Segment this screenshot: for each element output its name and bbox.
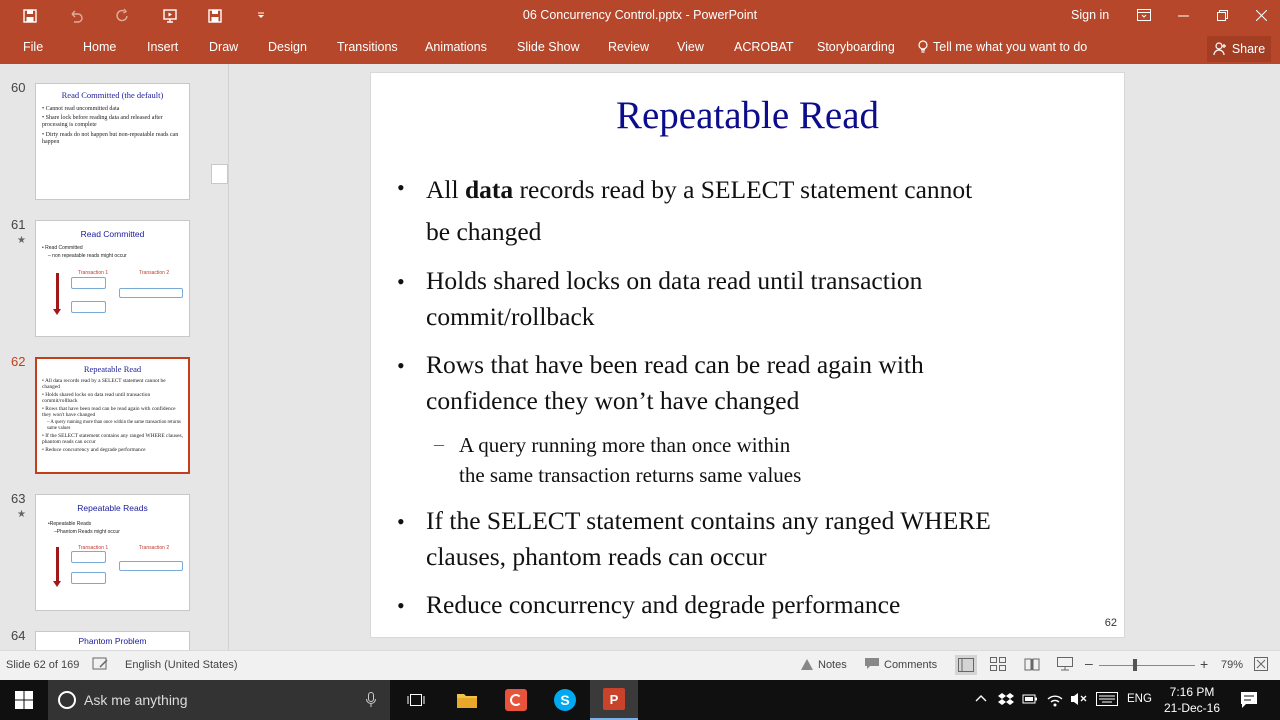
zoom-level[interactable]: 79% [1221, 659, 1244, 671]
show-hidden-icons-chevron-icon[interactable] [975, 692, 987, 710]
save-icon[interactable] [18, 4, 42, 28]
slide-thumbnail-pane [0, 64, 229, 650]
windows-logo-icon [15, 691, 33, 709]
bullet-icon: • [397, 509, 405, 534]
thumb-title: Phantom Problem [78, 636, 147, 646]
notes-button[interactable]: Notes [818, 659, 847, 671]
thumb-diagram-box [119, 288, 183, 298]
thumb-diagram-label: Transaction 1 [78, 270, 109, 276]
thumb-diagram-box [119, 561, 183, 571]
ribbon-tabs [0, 32, 1280, 64]
cortana-icon [57, 690, 77, 710]
zoom-slider-track[interactable] [1099, 665, 1195, 666]
lightbulb-icon [917, 40, 929, 54]
thumb-diagram-label: Transaction 2 [139, 270, 170, 276]
thumb-number: 60 [11, 80, 26, 95]
thumb-diagram-label: Transaction 1 [78, 545, 109, 551]
thumb-number: 62 [11, 354, 26, 369]
spelling-check-icon[interactable] [92, 656, 110, 675]
slide-show-button[interactable] [1057, 657, 1073, 674]
thumb-title: Read Committed [80, 229, 145, 239]
volume-muted-icon[interactable] [1070, 691, 1088, 712]
person-icon [1213, 42, 1227, 56]
thumbnail-scrollbar-thumb[interactable] [211, 164, 228, 184]
thumb-body: •Repeatable Reads –Phantom Reads might occur [48, 521, 120, 535]
microphone-icon[interactable] [366, 692, 376, 708]
cortana-search-box[interactable] [48, 680, 390, 720]
reading-view-button[interactable] [1024, 657, 1040, 674]
tab-animations[interactable]: Animations [425, 40, 487, 54]
zoom-slider-thumb[interactable] [1133, 659, 1137, 671]
undo-icon[interactable] [64, 4, 88, 28]
file-explorer-icon[interactable] [443, 680, 491, 720]
wifi-icon[interactable] [1046, 691, 1064, 712]
notes-icon [800, 657, 814, 674]
fit-to-window-icon[interactable] [1254, 657, 1268, 674]
bullet-1[interactable]: All data records read by a SELECT statement cannot be changed [426, 175, 973, 246]
slide-thumbnail-64[interactable] [35, 631, 190, 650]
thumb-number: 63 [11, 491, 26, 506]
powerpoint-taskbar-icon[interactable]: P [590, 680, 638, 720]
task-view-button[interactable] [392, 680, 440, 720]
battery-icon[interactable] [1022, 692, 1038, 711]
close-button[interactable] [1241, 0, 1280, 30]
save-as-icon[interactable] [203, 4, 227, 28]
bullet-2[interactable]: Holds shared locks on data read until transaction commit/rollback [426, 266, 923, 331]
sign-in-link[interactable]: Sign in [1071, 8, 1110, 22]
language-indicator[interactable]: English (United States) [125, 659, 238, 671]
tab-review[interactable]: Review [608, 40, 649, 54]
clock-date: 21-Dec-16 [1163, 701, 1221, 715]
minimize-button[interactable] [1163, 0, 1203, 30]
normal-view-button[interactable] [955, 655, 977, 675]
thumb-diagram-arrow [56, 273, 59, 311]
sub-bullet-dash: – [434, 433, 444, 455]
restore-button[interactable] [1202, 0, 1242, 30]
bullet-3[interactable]: Rows that have been read can be read again with confidence they won’t have changed [426, 350, 924, 415]
ribbon-display-options-icon[interactable] [1124, 0, 1164, 30]
window-title: 06 Concurrency Control.pptx - PowerPoint [522, 8, 758, 22]
thumb-title: Read Committed (the default) [61, 90, 164, 100]
slide-page-number: 62 [1104, 617, 1117, 629]
windows-taskbar [0, 680, 1280, 720]
share-label: Share [1231, 42, 1266, 56]
tab-home[interactable]: Home [83, 40, 117, 54]
slide-thumbnail-63[interactable] [35, 494, 190, 611]
sub-bullet[interactable]: A query running more than once within the same transaction returns same values [459, 433, 802, 487]
tab-insert[interactable]: Insert [147, 40, 179, 54]
slide-thumbnail-60[interactable] [35, 83, 190, 200]
tell-me-search[interactable] [917, 40, 1087, 54]
tab-design[interactable]: Design [268, 40, 307, 54]
thumb-diagram-arrow [56, 547, 59, 583]
thumb-body: • Cannot read uncommitted data • Share lock before reading data and released after processing is complete • Dirty reads do not happen but non-repeatable reads can happen [42, 106, 179, 145]
app-icon[interactable] [492, 680, 540, 720]
thumb-diagram-box [71, 551, 106, 563]
slide-thumbnail-62[interactable] [35, 357, 190, 474]
action-center-icon[interactable] [1240, 691, 1258, 714]
comments-icon [864, 657, 880, 674]
input-language-indicator[interactable]: ENG [1127, 693, 1152, 705]
slide-canvas[interactable] [370, 72, 1125, 638]
skype-icon[interactable]: S [541, 680, 589, 720]
bullet-icon: • [397, 269, 405, 294]
system-clock[interactable] [1160, 684, 1224, 716]
animation-star-icon: ★ [17, 235, 26, 246]
thumb-number: 64 [11, 628, 26, 643]
tab-draw[interactable]: Draw [209, 40, 239, 54]
present-from-start-icon[interactable] [158, 4, 182, 28]
dropbox-icon[interactable] [998, 691, 1014, 712]
status-bar [0, 650, 1280, 680]
tell-me-label: Tell me what you want to do [933, 40, 1088, 54]
tab-acrobat[interactable]: ACROBAT [734, 40, 794, 54]
thumb-diagram-label: Transaction 2 [139, 545, 170, 551]
thumb-body: • Read Committed – non repeatable reads might occur [42, 245, 127, 259]
clock-time: 7:16 PM [1169, 685, 1215, 699]
zoom-out-button[interactable]: – [1085, 655, 1093, 671]
start-button[interactable] [0, 680, 48, 720]
comments-button[interactable]: Comments [884, 659, 938, 671]
task-view-icon [407, 692, 425, 708]
customize-toolbar-icon[interactable] [249, 4, 273, 28]
slide-title[interactable]: Repeatable Read [615, 94, 880, 137]
thumb-title: Repeatable Read [83, 364, 142, 374]
slide-counter[interactable]: Slide 62 of 169 [6, 659, 80, 671]
tab-slide-show[interactable]: Slide Show [517, 40, 580, 54]
bullet-5[interactable]: Reduce concurrency and degrade performance [426, 590, 901, 619]
zoom-in-button[interactable]: + [1200, 656, 1209, 672]
title-bar [0, 0, 1280, 32]
thumb-diagram-box [71, 301, 106, 313]
bullet-icon: • [397, 593, 405, 618]
redo-icon[interactable] [111, 4, 135, 28]
share-button[interactable] [1207, 36, 1271, 62]
tab-transitions[interactable]: Transitions [337, 40, 398, 54]
thumb-title: Repeatable Reads [77, 503, 148, 513]
bullet-icon: • [397, 353, 405, 378]
slide-thumbnail-61[interactable] [35, 220, 190, 337]
bullet-4[interactable]: If the SELECT statement contains any ranged WHERE clauses, phantom reads can occur [426, 506, 991, 571]
thumb-body: • All data records read by a SELECT statement cannot be changed • Holds shared locks on data read until transaction commit/rollback • Rows that have been read can be read again with confidence they won't have changed – A query running more than once within the same transaction returns same values • If the SELECT statement contains any ranged WHERE clauses, phantom reads can occur • Reduce concurrency and degrade performance [42, 378, 183, 454]
thumb-diagram-box [71, 277, 106, 289]
keyboard-icon[interactable] [1096, 692, 1118, 711]
tab-file[interactable]: File [23, 40, 44, 54]
animation-star-icon: ★ [17, 509, 26, 520]
tab-storyboarding[interactable]: Storyboarding [817, 40, 895, 54]
thumb-diagram-arrowhead [53, 581, 61, 587]
thumb-number: 61 [11, 217, 26, 232]
search-placeholder: Ask me anything [84, 692, 188, 708]
slide-sorter-button[interactable] [990, 657, 1006, 674]
tab-view[interactable]: View [677, 40, 704, 54]
thumb-diagram-arrowhead [53, 309, 61, 315]
thumb-diagram-box [71, 572, 106, 584]
bullet-icon: • [397, 175, 405, 200]
